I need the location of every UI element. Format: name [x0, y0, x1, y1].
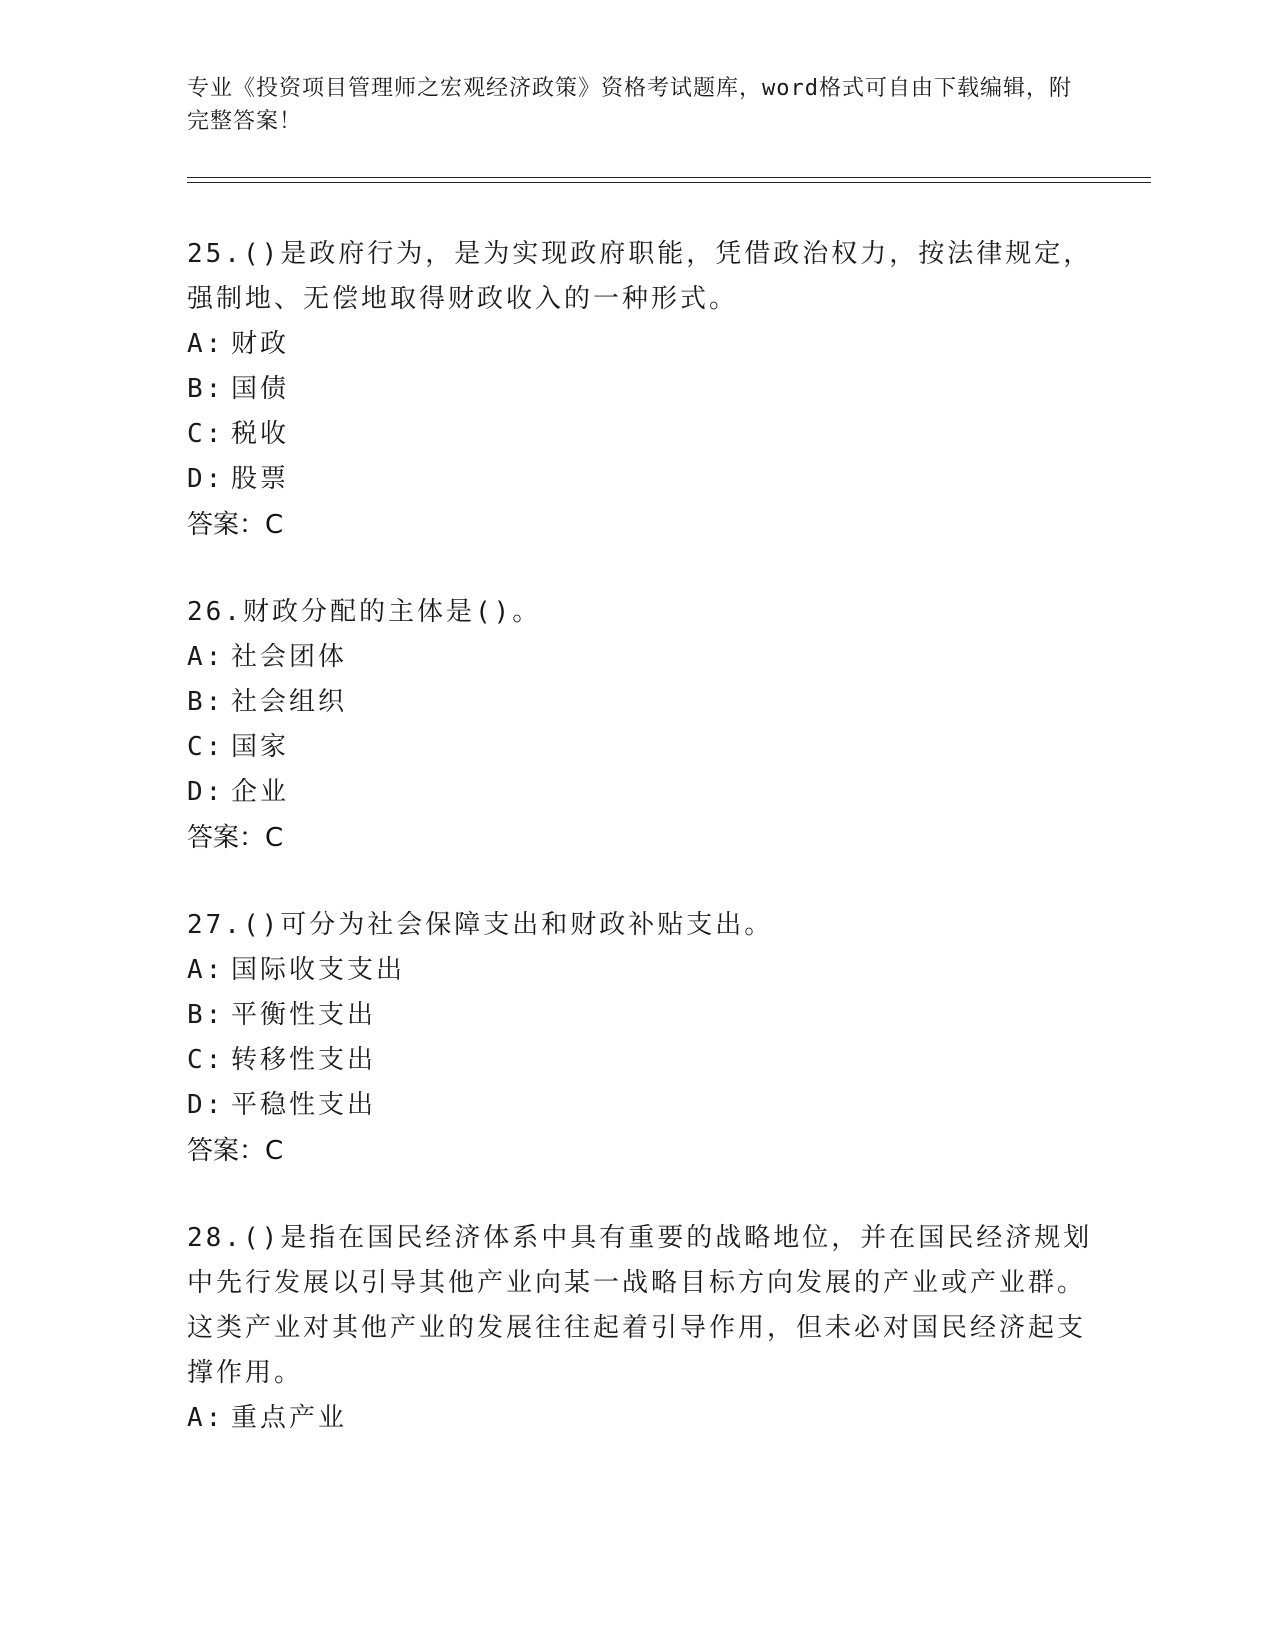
question-25 — [187, 232, 1107, 548]
option-text: 财政 — [231, 329, 290, 359]
question-27 — [187, 903, 1107, 1174]
question-stem: 28.()是指在国民经济体系中具有重要的战略地位，并在国民经济规划中先行发展以引导其他产业向某一战略目标方向发展的产业或产业群。这类产业对其他产业的发展往往起着引导作用，但未必对国民经济起支撑作用。 — [187, 1223, 1093, 1388]
option-a — [187, 948, 1107, 993]
question-28 — [187, 1216, 1107, 1441]
option-text: 重点产业 — [231, 1403, 348, 1433]
option-text: 转移性支出 — [231, 1045, 377, 1075]
question-stem: 25.()是政府行为，是为实现政府职能，凭借政治权力，按法律规定，强制地、无偿地取得财政收入的一种形式。 — [187, 239, 1093, 314]
option-text: 平衡性支出 — [231, 1000, 377, 1030]
question-stem: 27.()可分为社会保障支出和财政补贴支出。 — [187, 910, 774, 940]
option-key: A: — [187, 1403, 225, 1433]
option-c — [187, 1038, 1107, 1083]
option-text: 股票 — [231, 464, 290, 494]
option-b — [187, 367, 1107, 412]
option-d — [187, 1083, 1107, 1128]
option-b — [187, 993, 1107, 1038]
option-key: C: — [187, 1045, 225, 1075]
option-text: 社会组织 — [231, 687, 348, 717]
option-text: 平稳性支出 — [231, 1090, 377, 1120]
header-rule-bottom — [187, 182, 1151, 183]
option-key: B: — [187, 687, 225, 717]
option-c — [187, 412, 1107, 457]
option-d — [187, 770, 1107, 815]
option-text: 社会团体 — [231, 642, 348, 672]
option-key: A: — [187, 329, 225, 359]
option-d — [187, 457, 1107, 502]
option-text: 国际收支支出 — [231, 955, 406, 985]
option-key: B: — [187, 374, 225, 404]
option-key: D: — [187, 777, 225, 807]
header-rule-top — [187, 177, 1151, 178]
option-key: A: — [187, 955, 225, 985]
option-key: B: — [187, 1000, 225, 1030]
option-text: 国家 — [231, 732, 290, 762]
option-b — [187, 680, 1107, 725]
option-a — [187, 322, 1107, 367]
option-key: D: — [187, 464, 225, 494]
document-header: 专业《投资项目管理师之宏观经济政策》资格考试题库，word格式可自由下载编辑，附完整答案！ — [187, 76, 1072, 134]
option-c — [187, 725, 1107, 770]
option-key: A: — [187, 642, 225, 672]
option-key: C: — [187, 419, 225, 449]
answer-line: 答案：C — [187, 823, 284, 853]
option-key: D: — [187, 1090, 225, 1120]
option-key: C: — [187, 732, 225, 762]
question-stem: 26.财政分配的主体是()。 — [187, 597, 542, 627]
option-a — [187, 635, 1107, 680]
option-a — [187, 1396, 1107, 1441]
question-26 — [187, 590, 1107, 861]
answer-line: 答案：C — [187, 510, 284, 540]
option-text: 税收 — [231, 419, 290, 449]
option-text: 国债 — [231, 374, 290, 404]
question-list — [187, 232, 1107, 1483]
option-text: 企业 — [231, 777, 290, 807]
answer-line: 答案：C — [187, 1136, 284, 1166]
